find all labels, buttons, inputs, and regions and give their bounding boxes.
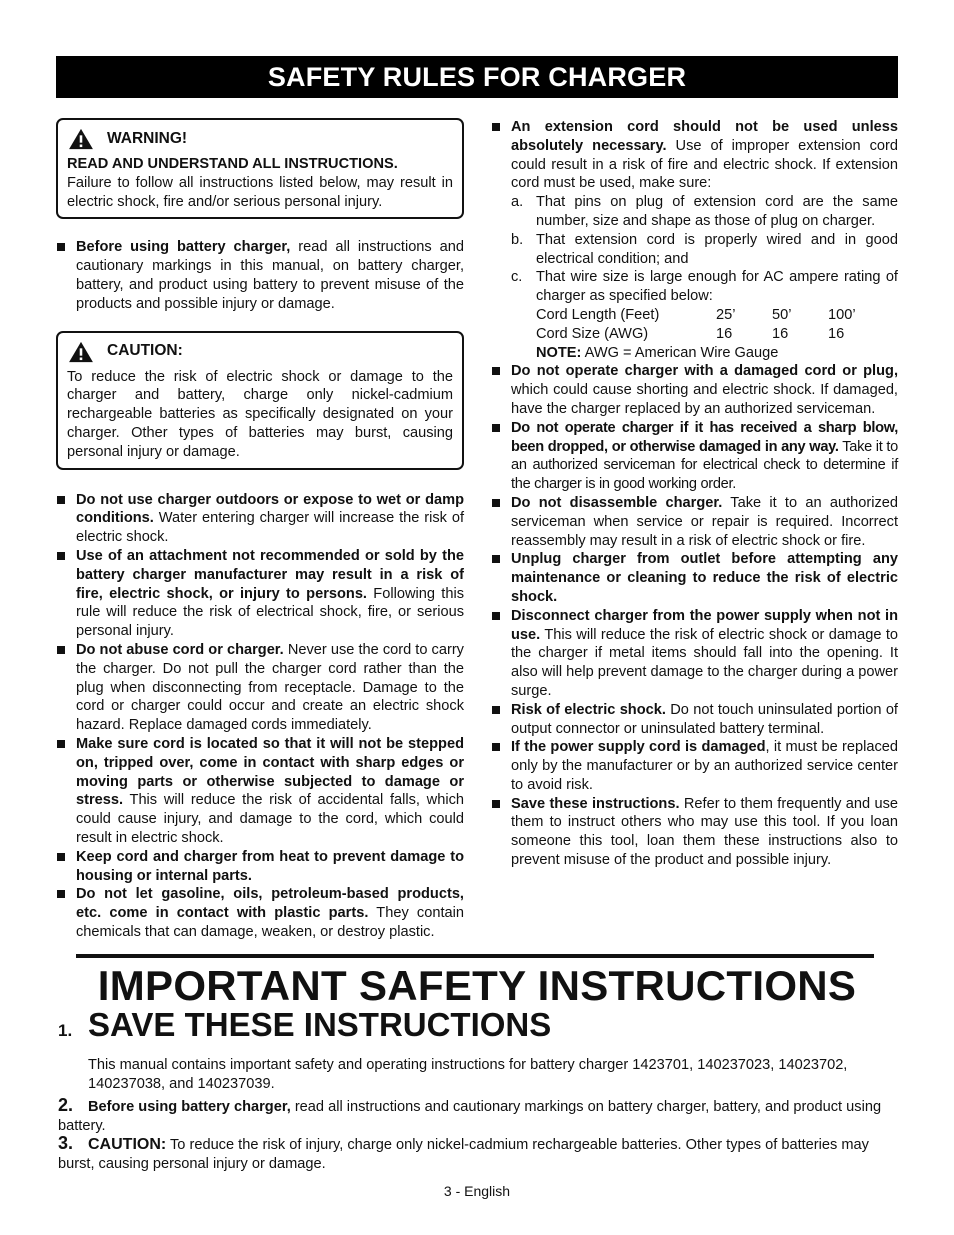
sub-item-label: b. [511, 231, 524, 248]
list-item [491, 550, 898, 606]
note-label: NOTE: [536, 344, 582, 361]
list-item [491, 419, 898, 494]
list-item-text: This will reduce the risk of electric shock or damage to the charger if metal items should fall into the opening. It also will help prevent damage to the charger during a power surge. [511, 626, 898, 699]
list-item-bold: Do not use charger outdoors or expose to wet or damp conditions. [76, 491, 464, 527]
item-bold: Before using battery charger, [88, 1099, 291, 1115]
warning-bold-line: READ AND UNDERSTAND ALL INSTRUCTIONS. [67, 156, 398, 172]
list-item-bold: Before using battery charger, [76, 239, 291, 256]
sub-item-label: c. [511, 269, 523, 286]
table-cell: Cord Size (AWG) [536, 325, 649, 342]
item-number: 2. [58, 1095, 74, 1115]
list-item [491, 118, 898, 193]
left-column [56, 118, 464, 942]
warning-body [67, 155, 453, 211]
list-item-bold: Do not abuse cord or charger. [76, 641, 284, 658]
instruction-item-1-text: This manual contains important safety and operating instructions for battery charger 1423701, 140237023, 14023702, 140237038, and 140237039. [88, 1057, 848, 1092]
important-title: IMPORTANT SAFETY INSTRUCTIONS [97, 962, 857, 1009]
list-item-text: Following this rule will reduce the risk of electrical shock, fire, or serious personal injury. [76, 585, 464, 640]
sub-item-text: That pins on plug of extension cord are the same number, size and shape as those of plug on charger. [536, 194, 898, 229]
list-item-bold: Make sure cord is located so that it will not be stepped on, tripped over, come in contact with sharp edges or moving parts or otherwise subjected to damage or stress. [76, 735, 464, 809]
caution-box [56, 331, 464, 470]
table-cell: 50’ [772, 306, 792, 323]
list-item [491, 738, 898, 794]
sub-item [491, 231, 898, 269]
list-item-text: This will reduce the risk of accidental falls, which could cause injury, and damage to the cord, which could result in electric shock. [76, 792, 464, 846]
list-item [56, 238, 464, 313]
table-note [536, 344, 898, 363]
list-item [56, 735, 464, 848]
list-item-bold: An extension cord should not be used unless absolutely necessary. [511, 119, 898, 154]
item-bold: CAUTION: [88, 1136, 167, 1153]
item-text: read all instructions and cautionary markings on battery charger, battery, and product using battery. [58, 1099, 882, 1134]
warning-box [56, 118, 464, 219]
instruction-item-3 [58, 1134, 900, 1174]
list-item [56, 547, 464, 641]
list-item-text: Refer to them frequently and use them to instruct others who may use this tool. If you loan someone this tool, loan them these instructions also to prevent misuse of the product and possible injury. [511, 795, 898, 869]
list-item-text: Do not touch uninsulated portion of output connector or uninsulated battery terminal. [511, 701, 898, 737]
caution-title: CAUTION: [107, 342, 183, 360]
list-item-text: , it must be replaced only by the manufacturer or by an authorized service center to avoid risk. [511, 739, 898, 793]
save-instructions-title: SAVE THESE INSTRUCTIONS [88, 1006, 552, 1043]
list-item-bold: Keep cord and charger from heat to prevent damage to housing or internal parts. [76, 848, 464, 884]
list-item [56, 885, 464, 941]
item-number: 3. [58, 1133, 74, 1153]
warning-triangle-icon [67, 128, 95, 150]
list-item [491, 494, 898, 550]
list-item-bold: Save these instructions. [511, 795, 680, 812]
divider [76, 954, 874, 958]
list-item-bold: Unplug charger from outlet before attempting any maintenance or cleaning to reduce the risk of electric shock. [511, 551, 898, 605]
right-column [491, 118, 898, 870]
list-item [56, 848, 464, 886]
list-item-text: Use of improper extension cord could result in a risk of fire and electric shock. If extension cord must be used, make sure: [511, 137, 898, 192]
warning-text: Failure to follow all instructions listed below, may result in electric shock, fire and/or serious personal injury. [67, 174, 453, 210]
instruction-item-1 [58, 1006, 900, 1043]
table-cell: 16 [772, 325, 789, 342]
list-item-text: Take it to an authorized serviceman for electrical check to determine if the charger is in good working order. [511, 438, 898, 493]
item-number: 1. [58, 1021, 73, 1040]
caution-text: To reduce the risk of electric shock or damage to the charger and battery, charge only nickel-cadmium rechargeable batteries as specifically designated on your charger. Other types of batteries may burst, causing personal injury or damage. [67, 368, 453, 460]
page-footer: 3 - English [443, 1183, 511, 1199]
section-header: SAFETY RULES FOR CHARGER [56, 56, 898, 98]
sub-item [491, 268, 898, 306]
table-cell: 16 [828, 325, 845, 342]
table-cell: 25’ [716, 306, 736, 323]
warning-triangle-icon [67, 341, 95, 363]
caution-heading [67, 341, 453, 363]
list-item-text: which could cause shorting and electric shock. If damaged, have the charger replaced by an authorized serviceman. [511, 382, 898, 417]
list-item-text: read all instructions and cautionary markings in this manual, on battery charger, battery, and product using battery to prevent misuse of the products and possible injury or damage. [76, 239, 464, 312]
list-item-text: Take it to an authorized serviceman when service or repair is required. Incorrect reassembly may result in a risk of electric shock or fire. [511, 494, 898, 549]
list-item-bold: Use of an attachment not recommended or sold by the battery charger manufacturer may result in a risk of fire, electric shock, or injury to persons. [76, 547, 464, 602]
table-row [536, 306, 898, 325]
list-item [491, 701, 898, 739]
list-item-text: They contain chemicals that can damage, weaken, or destroy plastic. [76, 905, 464, 940]
list-item-bold: Risk of electric shock. [511, 701, 666, 718]
list-item [491, 795, 898, 870]
sub-item [491, 193, 898, 231]
warning-title: WARNING! [107, 129, 188, 147]
list-item-bold: Do not operate charger with a damaged cord or plug, [511, 363, 898, 380]
list-item [56, 491, 464, 547]
list-item-bold: Disconnect charger from the power supply when not in use. [511, 607, 898, 643]
list-item [491, 362, 898, 418]
list-item-bold: Do not disassemble charger. [511, 494, 723, 511]
table-cell: 16 [716, 325, 733, 342]
instruction-item-2 [58, 1096, 900, 1136]
table-cell: 100’ [828, 306, 856, 323]
sub-item-text: That wire size is large enough for AC ampere rating of charger as specified below: [536, 269, 898, 305]
list-item-bold: Do not operate charger if it has received a sharp blow, been dropped, or otherwise damaged in any way. [511, 419, 898, 455]
list-item-bold: Do not let gasoline, oils, petroleum-based products, etc. come in contact with plastic parts. [76, 886, 464, 922]
note-text: AWG = American Wire Gauge [581, 344, 779, 361]
list-item-text: Water entering charger will increase the risk of electric shock. [76, 510, 464, 546]
item-text: To reduce the risk of injury, charge only nickel-cadmium rechargeable batteries. Other types of batteries may burst, causing personal injury or damage. [58, 1137, 869, 1172]
list-item [56, 641, 464, 735]
list-item [491, 607, 898, 701]
warning-heading [67, 128, 453, 150]
cord-table [536, 306, 898, 362]
table-row [536, 325, 898, 344]
list-item-text: Never use the cord to carry the charger. Do not pull the charger cord rather than the plug when disconnecting from receptacle. Damage to the cord or charger could occur and create an electric shock hazard. Replace damaged cords immediately. [76, 641, 464, 734]
sub-item-label: a. [511, 194, 524, 211]
sub-item-text: That extension cord is properly wired and in good electrical condition; and [536, 231, 898, 267]
table-cell: Cord Length (Feet) [536, 306, 660, 323]
list-item-bold: If the power supply cord is damaged [511, 739, 766, 756]
